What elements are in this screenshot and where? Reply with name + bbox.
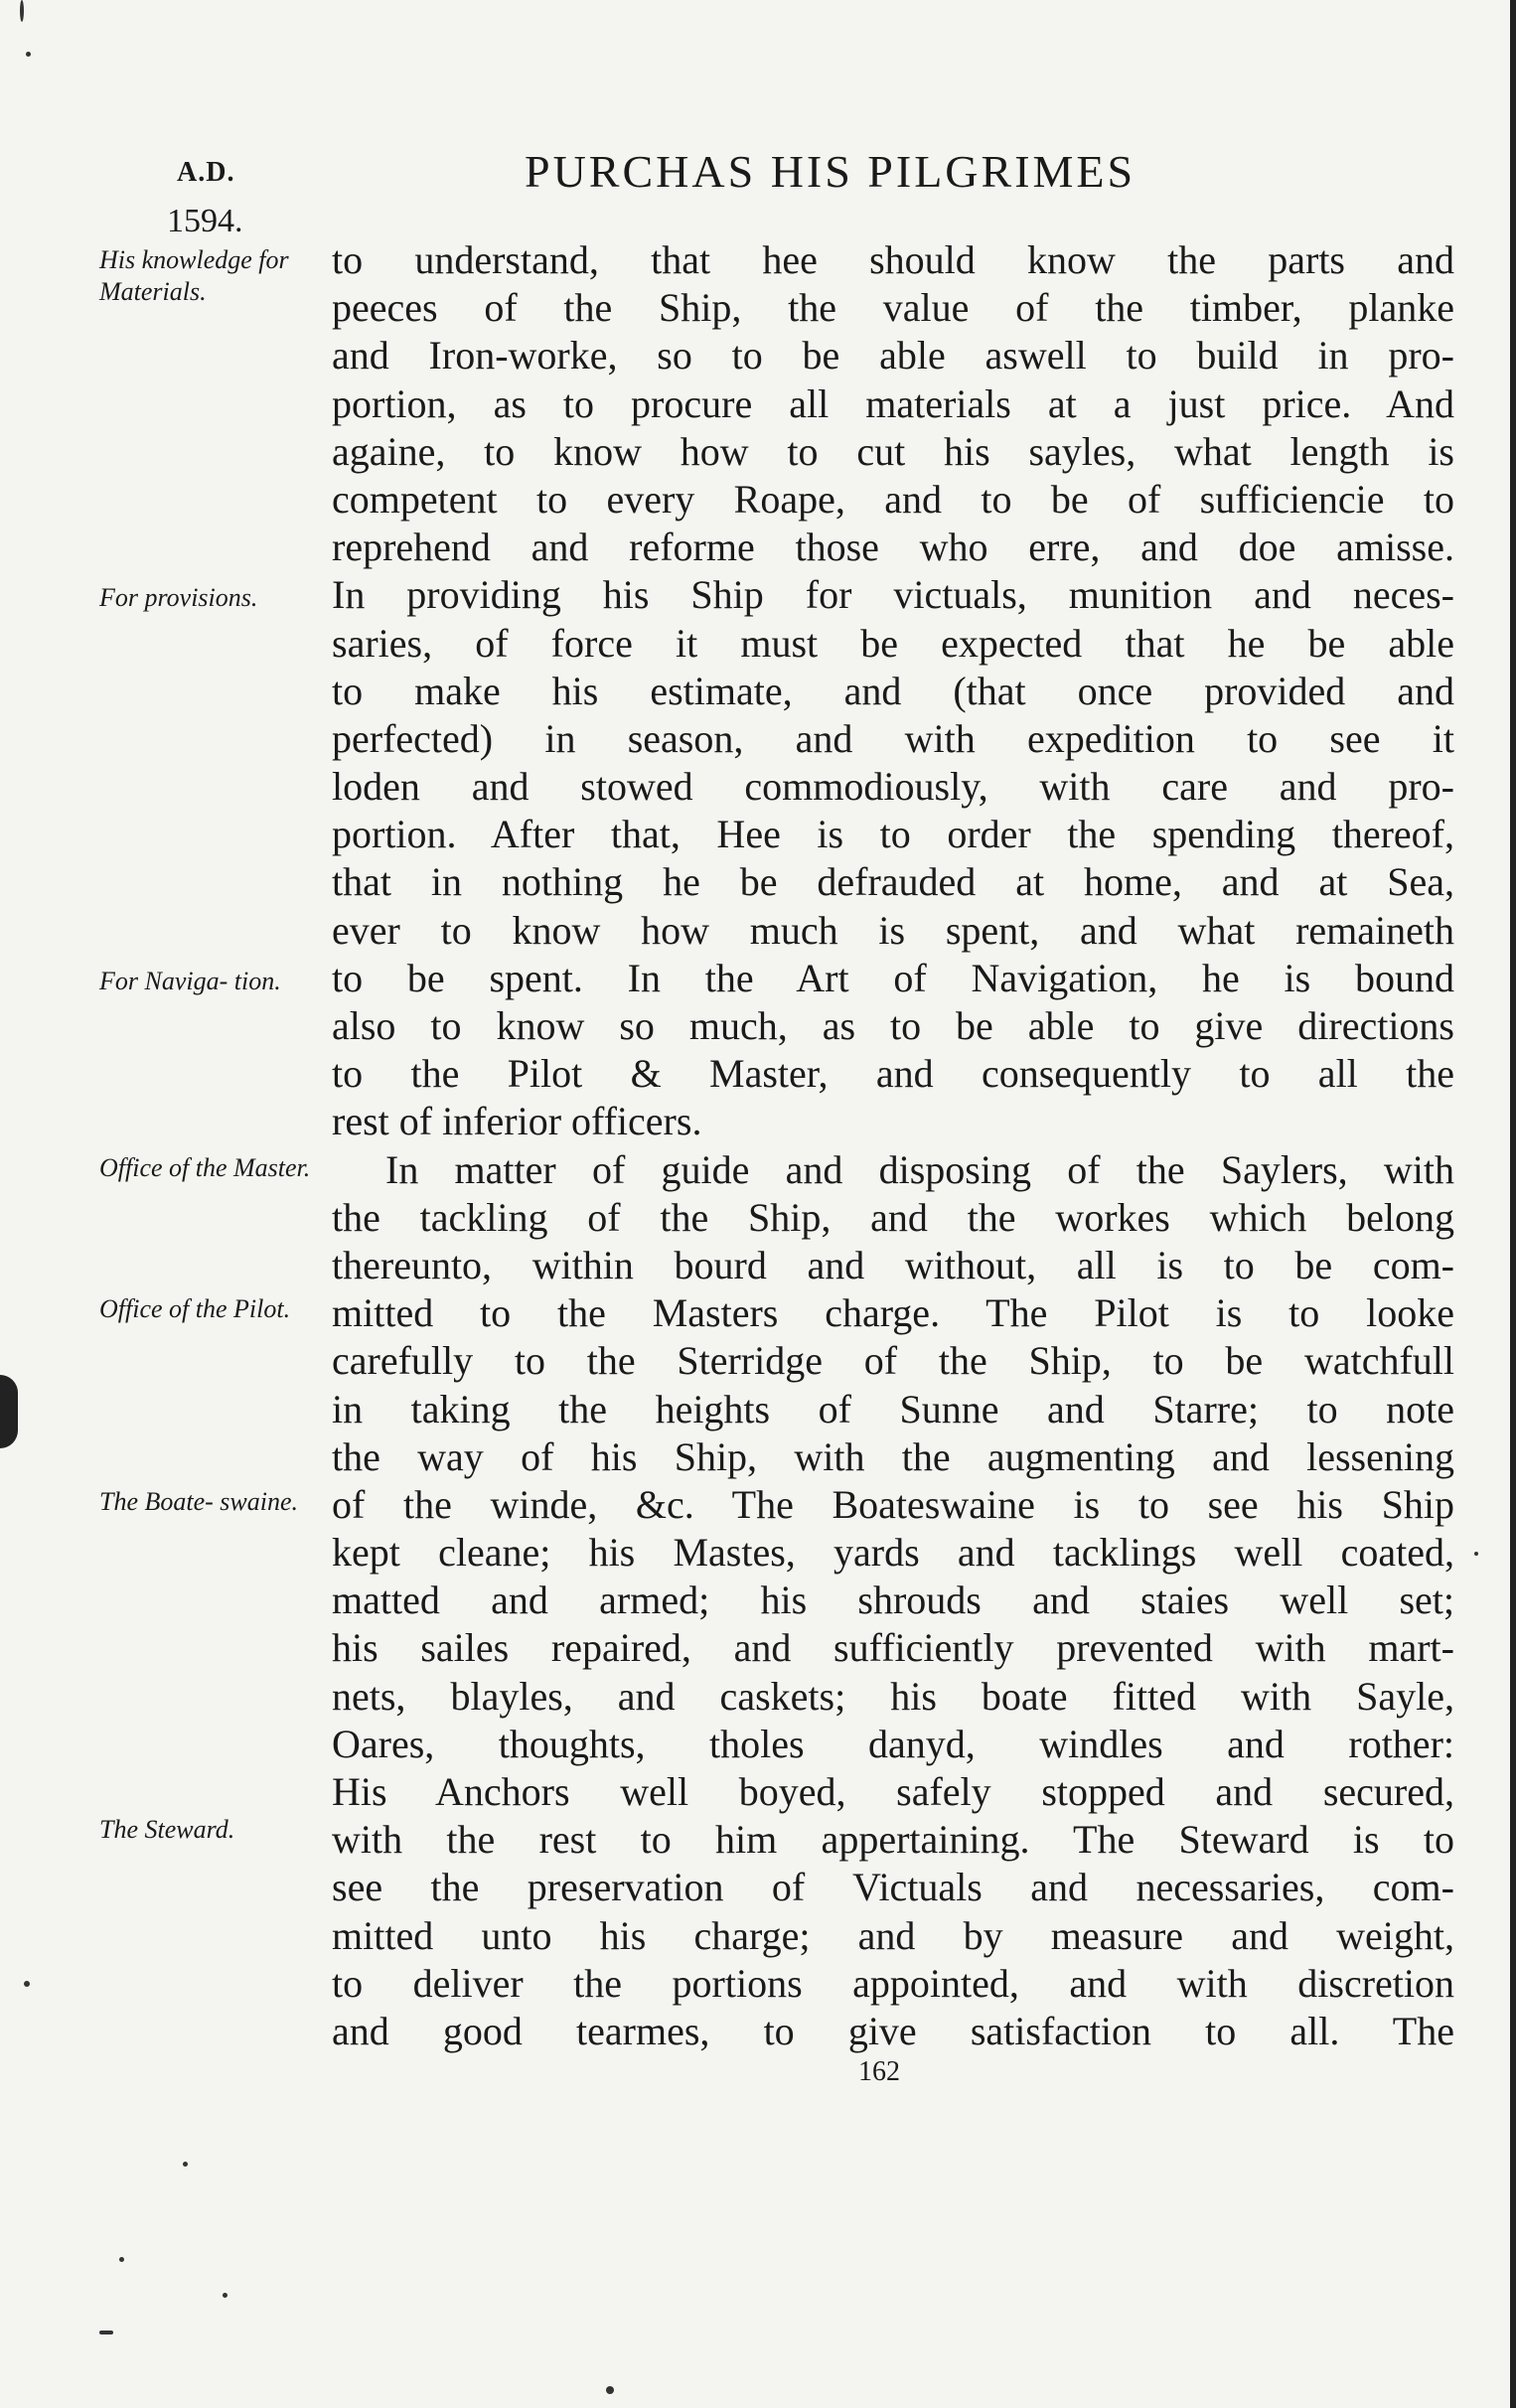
text-line: kept cleane; his Mastes, yards and tacklings well coated, [332, 1530, 1454, 1576]
text-line: ever to know how much is spent, and what remaineth [332, 907, 1454, 953]
margin-note-steward: The Steward. [99, 1815, 235, 1844]
text-line: competent to every Roape, and to be of sufficiencie to [332, 476, 1454, 522]
text-line: In providing his Ship for victuals, munition and neces- [332, 572, 1454, 618]
text-line: perfected) in season, and with expedition to see it [332, 715, 1454, 761]
header-year: 1594. [167, 203, 243, 239]
text-line: peeces of the Ship, the value of the timber, planke [332, 285, 1454, 331]
margin-note-navigation: For Naviga- tion. [99, 967, 281, 995]
text-line: againe, to know how to cut his sayles, what length is [332, 428, 1454, 474]
page-edge-shadow [1510, 0, 1516, 2408]
text-line: to the Pilot & Master, and consequently to all the [332, 1051, 1454, 1097]
text-line: rest of inferior officers. [332, 1099, 702, 1144]
text-line: in taking the heights of Sunne and Starre; to note [332, 1386, 1454, 1431]
text-line: with the rest to him appertaining. The Steward is to [332, 1817, 1454, 1863]
text-line: loden and stowed commodiously, with care and pro- [332, 764, 1454, 810]
body-text [332, 236, 1454, 2055]
scan-blemish [0, 1375, 18, 1448]
text-line: to be spent. In the Art of Navigation, he is bound [332, 955, 1454, 1000]
header-ad: A.D. [177, 157, 235, 188]
text-line: and Iron-worke, so to be able aswell to build in pro- [332, 333, 1454, 378]
text-line: see the preservation of Victuals and necessaries, com- [332, 1865, 1454, 1910]
text-line: mitted to the Masters charge. The Pilot is to looke [332, 1290, 1454, 1336]
text-line: to understand, that hee should know the parts and [332, 237, 1454, 282]
text-line: portion, as to procure all materials at a just price. And [332, 380, 1454, 426]
text-line: nets, blayles, and caskets; his boate fitted with Sayle, [332, 1673, 1454, 1719]
text-line: that in nothing he be defrauded at home, and at Sea, [332, 859, 1454, 905]
text-line: the tackling of the Ship, and the workes which belong [332, 1194, 1454, 1240]
margin-note-boateswaine: The Boate- swaine. [99, 1487, 299, 1516]
page-title: PURCHAS HIS PILGRIMES [525, 146, 1137, 197]
text-line: also to know so much, as to be able to give directions [332, 1003, 1454, 1048]
text-line: His Anchors well boyed, safely stopped and secured, [332, 1769, 1454, 1814]
text-line: to deliver the portions appointed, and with discretion [332, 1960, 1454, 2006]
margin-note-master: Office of the Master. [99, 1153, 311, 1182]
text-line: Oares, thoughts, tholes danyd, windles and rother: [332, 1721, 1454, 1766]
text-line: of the winde, &c. The Boateswaine is to see his Ship [332, 1481, 1454, 1527]
margin-note-provisions: For provisions. [99, 583, 258, 612]
text-line: his sailes repaired, and sufficiently prevented with mart- [332, 1625, 1454, 1671]
text-line: In matter of guide and disposing of the Saylers, with [385, 1146, 1454, 1192]
margin-note-pilot: Office of the Pilot. [99, 1294, 291, 1323]
text-line: portion. After that, Hee is to order the spending thereof, [332, 812, 1454, 857]
text-line: reprehend and reforme those who erre, and doe amisse. [332, 525, 1454, 570]
margin-note-materials: His knowledge for Materials. [99, 245, 289, 306]
text-line: matted and armed; his shrouds and staies well set; [332, 1578, 1454, 1623]
text-line: the way of his Ship, with the augmenting and lessening [332, 1433, 1454, 1479]
text-line: saries, of force it must be expected that he be able [332, 620, 1454, 666]
text-line: thereunto, within bourd and without, all is to be com- [332, 1242, 1454, 1287]
text-line: to make his estimate, and (that once provided and [332, 668, 1454, 713]
text-line: and good tearmes, to give satisfaction to all. The [332, 2008, 1454, 2053]
page-number: 162 [858, 2056, 900, 2087]
text-line: carefully to the Sterridge of the Ship, to be watchfull [332, 1338, 1454, 1384]
text-line: mitted unto his charge; and by measure and weight, [332, 1912, 1454, 1958]
